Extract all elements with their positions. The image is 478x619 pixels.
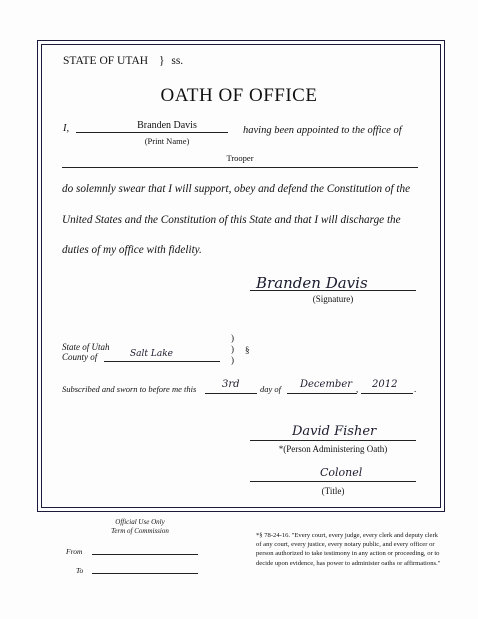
office-line — [62, 167, 418, 168]
official-use-line-2: Term of Commission — [111, 527, 169, 535]
venue-paren-1: ) — [231, 333, 234, 343]
oath-line-3: duties of my office with fidelity. — [62, 244, 202, 256]
venue-paren-3: ) — [231, 355, 234, 365]
official-use-line-1: Official Use Only — [115, 518, 165, 526]
venue-paren-2: ) — [231, 344, 234, 354]
title-caption: (Title) — [321, 486, 345, 496]
section-symbol: § — [245, 345, 250, 355]
statute-footnote: *§ 78-24-16. "Every court, every judge, every clerk and deputy clerk of any court, every justice, every notary public, and every officer or person authorized to take testimony in any action or proceeding, or to decide upon evidence, has power to administer oaths or affirmations." — [256, 532, 441, 567]
subscribed-text: Subscribed and sworn to before me this — [62, 384, 197, 394]
name-line — [76, 132, 228, 133]
month-line — [287, 393, 357, 394]
venue-county-value: Salt Lake — [130, 349, 174, 359]
subscribed-period: . — [414, 384, 417, 394]
subscribed-comma: , — [356, 384, 359, 394]
state-ss: ss. — [171, 55, 184, 67]
administrator-caption: *(Person Administering Oath) — [278, 444, 388, 454]
office-title: Trooper — [226, 153, 254, 163]
title-line — [250, 481, 416, 482]
subscribed-year: 2012 — [372, 379, 398, 390]
to-line — [92, 573, 198, 574]
document-title: OATH OF OFFICE — [160, 85, 318, 106]
state-header — [63, 55, 183, 67]
day-line — [205, 393, 257, 394]
print-name-caption: (Print Name) — [144, 136, 190, 146]
official-use-from-label: From — [66, 547, 83, 556]
signature-caption: (Signature) — [312, 294, 354, 304]
state-brace: } — [158, 55, 165, 67]
appointed-text: having been appointed to the office of — [243, 125, 402, 136]
venue-state: State of Utah — [62, 342, 110, 352]
signature-line — [250, 290, 416, 291]
handwritten-signature: Branden Davis — [256, 274, 368, 292]
inner-border — [41, 44, 441, 508]
oath-line-1: do solemnly swear that I will support, obey and defend the Constitution of the — [62, 183, 411, 195]
subscribed-day-of: day of — [260, 384, 282, 394]
from-line — [92, 554, 198, 555]
intro-i: I, — [63, 123, 70, 134]
official-use-to-label: To — [76, 566, 84, 575]
subscribed-month: December — [300, 379, 353, 390]
printed-name: Branden Davis — [137, 120, 197, 131]
administrator-line — [250, 440, 416, 441]
venue-county-label: County of — [62, 352, 98, 362]
state-name: STATE OF UTAH — [63, 55, 149, 67]
administrator-signature: David Fisher — [292, 424, 377, 439]
administrator-title-value: Colonel — [320, 466, 363, 479]
year-line — [361, 393, 413, 394]
county-line — [104, 361, 220, 362]
subscribed-day: 3rd — [222, 379, 240, 390]
oath-line-2: United States and the Constitution of this State and that I will discharge the — [62, 214, 401, 226]
